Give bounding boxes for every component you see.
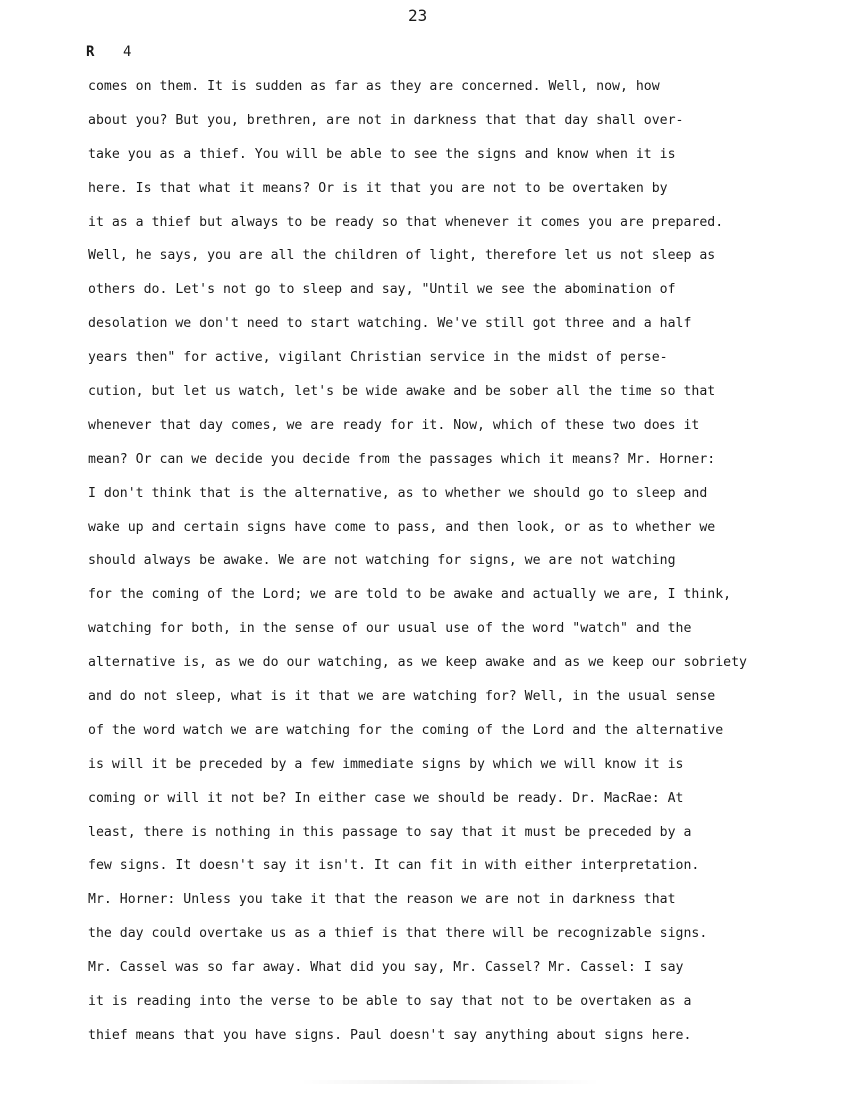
transcript-body: [88, 76, 818, 1059]
text-line: Mr. Horner: Unless you take it that the reason we are not in darkness that: [88, 892, 676, 908]
text-line: for the coming of the Lord; we are told to be awake and actually we are, I think,: [88, 587, 732, 603]
text-line: few signs. It doesn't say it isn't. It can fit in with either interpretation.: [88, 858, 700, 874]
text-line: whenever that day comes, we are ready for it. Now, which of these two does it: [88, 417, 700, 433]
section-number: 4: [122, 44, 132, 60]
text-line: mean? Or can we decide you decide from the passages which it means? Mr. Horner:: [88, 451, 716, 467]
text-line: it is reading into the verse to be able to say that not to be overtaken as a: [88, 994, 692, 1010]
page-number: 23: [408, 6, 428, 25]
text-line: wake up and certain signs have come to pass, and then look, or as to whether we: [88, 519, 716, 535]
text-line: it as a thief but always to be ready so that whenever it comes you are prepared.: [88, 214, 724, 230]
text-line: least, there is nothing in this passage to say that it must be preceded by a: [88, 824, 692, 840]
text-line: others do. Let's not go to sleep and say, "Until we see the abomination of: [88, 282, 676, 298]
text-line: Mr. Cassel was so far away. What did you say, Mr. Cassel? Mr. Cassel: I say: [88, 960, 684, 976]
text-line: coming or will it not be? In either case we should be ready. Dr. MacRae: At: [88, 790, 684, 806]
text-line: the day could overtake us as a thief is that there will be recognizable signs.: [88, 926, 708, 942]
text-line: cution, but let us watch, let's be wide awake and be sober all the time so that: [88, 384, 716, 400]
text-line: here. Is that what it means? Or is it that you are not to be overtaken by: [88, 180, 668, 196]
text-line: thief means that you have signs. Paul doesn't say anything about signs here.: [88, 1027, 692, 1043]
text-line: years then" for active, vigilant Christian service in the midst of perse-: [88, 350, 668, 366]
text-line: Well, he says, you are all the children of light, therefore let us not sleep as: [88, 248, 716, 264]
section-label: [86, 44, 132, 60]
text-line: take you as a thief. You will be able to see the signs and know when it is: [88, 146, 676, 162]
text-line: I don't think that is the alternative, as to whether we should go to sleep and: [88, 485, 708, 501]
text-line: alternative is, as we do our watching, as we keep awake and as we keep our sobriety: [88, 655, 747, 671]
text-line: comes on them. It is sudden as far as they are concerned. Well, now, how: [88, 79, 660, 94]
text-line: watching for both, in the sense of our usual use of the word "watch" and the: [88, 621, 692, 637]
text-line: of the word watch we are watching for the coming of the Lord and the alternative: [88, 722, 724, 738]
scan-smudge: [300, 1080, 600, 1084]
text-line: about you? But you, brethren, are not in darkness that that day shall over-: [88, 112, 684, 128]
text-line: should always be awake. We are not watching for signs, we are not watching: [88, 553, 676, 569]
text-line: desolation we don't need to start watching. We've still got three and a half: [88, 316, 692, 332]
section-letter: R: [86, 44, 95, 60]
text-line: is will it be preceded by a few immediate signs by which we will know it is: [88, 756, 684, 772]
text-line: and do not sleep, what is it that we are watching for? Well, in the usual sense: [88, 689, 716, 705]
